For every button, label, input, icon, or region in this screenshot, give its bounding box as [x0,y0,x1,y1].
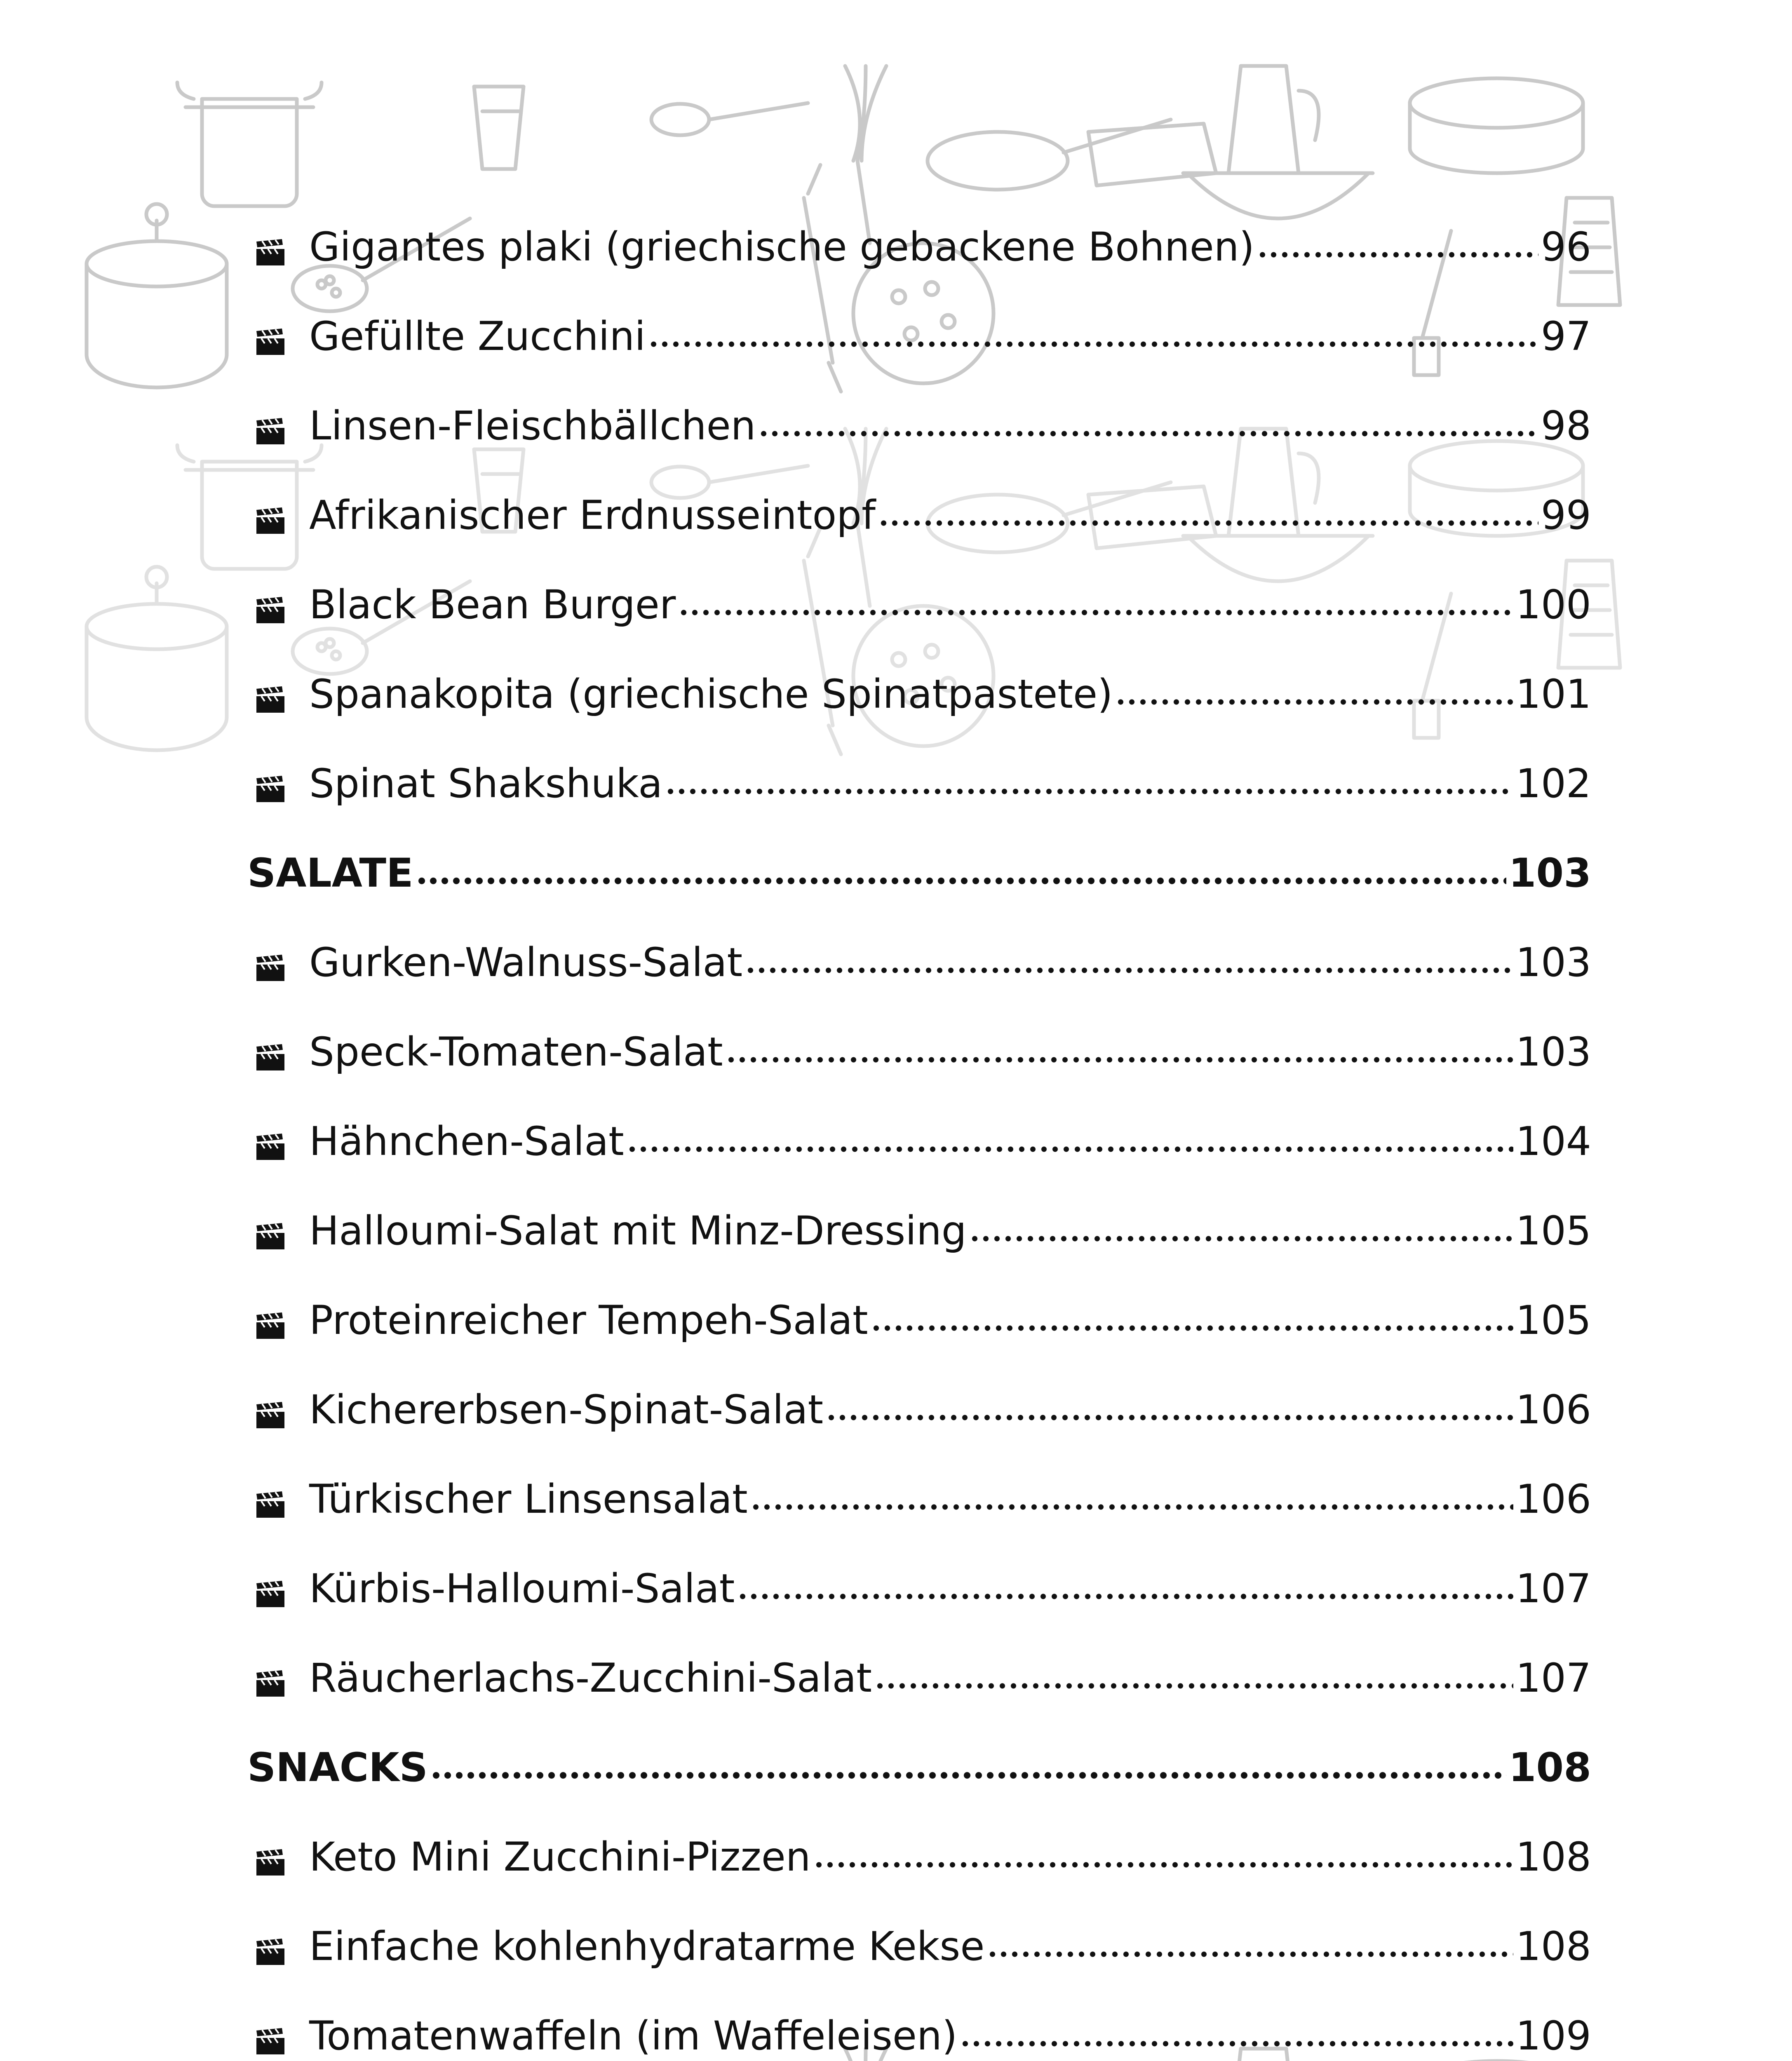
toc-title: Hähnchen-Salat [309,1118,624,1164]
toc-entry[interactable] [247,893,1591,986]
toc-page-number: 99 [1541,492,1591,538]
dot-leader [969,1235,1513,1242]
toc-title: SALATE [247,850,413,896]
toc-entry[interactable] [247,177,1591,270]
toc-entry[interactable] [247,535,1591,628]
dot-leader [750,1503,1513,1511]
toc-title: Keto Mini Zucchini-Pizzen [309,1834,811,1880]
toc-title: Gurken-Walnuss-Salat [309,939,743,986]
toc-section-heading[interactable] [247,803,1591,896]
toc-section-heading[interactable] [247,1698,1591,1791]
dot-leader [745,967,1513,974]
toc-page-number: 108 [1515,1834,1591,1880]
toc-page-number: 106 [1515,1476,1591,1522]
dot-leader [878,519,1538,527]
dot-leader [987,1951,1513,1958]
clapperboard-icon [255,1306,286,1333]
dot-leader [678,609,1513,616]
clapperboard-icon [255,1038,286,1065]
toc-page-number: 108 [1508,1744,1591,1791]
toc-page-number: 104 [1515,1118,1591,1164]
toc-title: Kichererbsen-Spinat-Salat [309,1387,824,1433]
dot-leader [871,1324,1513,1332]
toc-title: Tomatenwaffeln (im Waffeleisen) [309,2013,958,2059]
toc-entry[interactable] [247,1072,1591,1164]
toc-title: Räucherlachs-Zucchini-Salat [309,1655,872,1701]
dot-leader [665,788,1513,795]
toc-entry[interactable] [247,1251,1591,1343]
clapperboard-icon [255,948,286,976]
toc-entry[interactable] [247,1161,1591,1254]
toc-entry[interactable] [247,1787,1591,1880]
toc-entry[interactable] [247,356,1591,449]
clapperboard-icon [255,770,286,797]
toc-title: Afrikanischer Erdnusseintopf [309,492,876,538]
clapperboard-icon [255,591,286,618]
clapperboard-icon [255,412,286,439]
toc-title: Spanakopita (griechische Spinatpastete) [309,671,1113,717]
clapperboard-icon [255,1396,286,1423]
toc-title: Kürbis-Halloumi-Salat [309,1566,735,1612]
clapperboard-icon [255,680,286,707]
toc-entry[interactable] [247,1608,1591,1701]
toc-page-number: 103 [1515,939,1591,986]
dot-leader [726,1056,1513,1063]
dot-leader [1257,251,1538,258]
toc-page-number: 105 [1515,1297,1591,1343]
toc-page-number: 107 [1515,1655,1591,1701]
toc-page-number: 103 [1515,1029,1591,1075]
clapperboard-icon [255,2022,286,2049]
toc-title: Halloumi-Salat mit Minz-Dressing [309,1208,967,1254]
toc-page-number: 100 [1515,582,1591,628]
toc-title: SNACKS [247,1744,428,1791]
toc-entry[interactable] [247,267,1591,359]
toc-entry[interactable] [247,446,1591,538]
toc-entry[interactable] [247,1519,1591,1612]
toc-page-number: 105 [1515,1208,1591,1254]
dot-leader [1115,698,1513,706]
clapperboard-icon [255,1932,286,1960]
toc-title: Spinat Shakshuka [309,761,663,807]
toc-entry[interactable] [247,982,1591,1075]
toc-entry[interactable] [247,1966,1591,2059]
toc-page-number: 106 [1515,1387,1591,1433]
clapperboard-icon [255,1485,286,1512]
toc-title: Black Bean Burger [309,582,676,628]
toc-title: Gefüllte Zucchini [309,313,646,359]
toc-entry[interactable] [247,714,1591,807]
toc-title: Proteinreicher Tempeh-Salat [309,1297,868,1343]
toc-title: Türkischer Linsensalat [309,1476,748,1522]
dot-leader [960,2040,1513,2047]
toc-page-number: 97 [1541,313,1591,359]
toc-page-number: 101 [1515,671,1591,717]
dot-leader [627,1146,1513,1153]
toc-page-number: 107 [1515,1566,1591,1612]
toc-title: Speck-Tomaten-Salat [309,1029,723,1075]
clapperboard-icon [255,1843,286,1870]
clapperboard-icon [255,501,286,528]
clapperboard-icon [255,1217,286,1244]
dot-leader [648,340,1538,348]
toc-title: Gigantes plaki (griechische gebackene Bohnen) [309,224,1255,270]
dot-leader [430,1772,1506,1779]
clapperboard-icon [255,233,286,260]
toc-page-number: 102 [1515,761,1591,807]
toc-entry[interactable] [247,1340,1591,1433]
dot-leader [737,1593,1513,1600]
clapperboard-icon [255,1575,286,1602]
toc-page-number: 103 [1508,850,1591,896]
toc-title: Einfache kohlenhydratarme Kekse [309,1923,985,1969]
dot-leader [416,877,1506,885]
dot-leader [874,1682,1513,1690]
toc-page-number: 108 [1515,1923,1591,1969]
toc-page-number: 98 [1541,403,1591,449]
clapperboard-icon [255,1127,286,1155]
toc-entry[interactable] [247,1430,1591,1522]
table-of-contents [247,177,1591,2061]
dot-leader [813,1861,1513,1869]
dot-leader [826,1414,1513,1421]
toc-title: Linsen-Fleischbällchen [309,403,756,449]
toc-page-number: 96 [1541,224,1591,270]
clapperboard-icon [255,1664,286,1691]
toc-page-number: 109 [1515,2013,1591,2059]
clapperboard-icon [255,322,286,350]
toc-entry[interactable] [247,624,1591,717]
toc-entry[interactable] [247,2056,1591,2061]
toc-entry[interactable] [247,1877,1591,1969]
dot-leader [758,430,1538,437]
